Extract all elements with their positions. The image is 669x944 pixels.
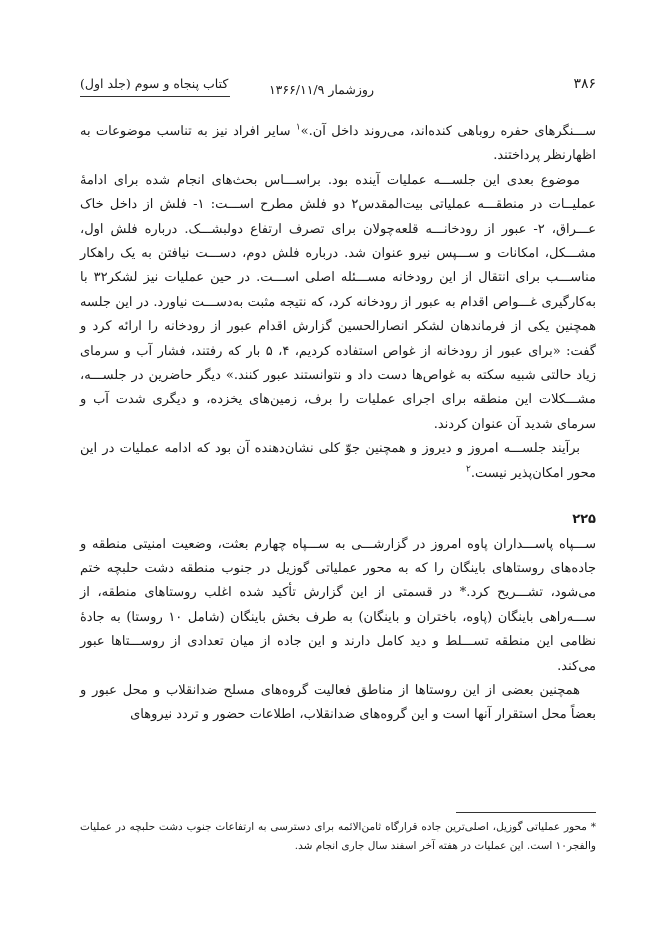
paragraph-2: موضوع بعدی این جلســـه عملیات آینده بود. براســـاس بحث‌های انجام شده برای ادامهٔ عملیــات در منطقـــه عملیاتی بیت‌المقدس۲ دو فلش مطرح اســـت: ۱- فلش از داخل خاک عـــراق، ۲- عبور از رودخانـــه قلعه‌چولان برای تصرف ارتفاع دولبشـــک. درباره فلش اول، مشـــکل، امکانات و ســـپس نیرو عنوان شد. درباره فلش دوم، دســـت نیافتن به یک راهکار مناســـب برای انتقال از این رودخانه مســـئله اصلی اســـت. در حین عملیات نیز لشکر۳۲ با به‌کارگیری غـــواص اقدام به عبور از رودخانه کرد، که نتیجه مثبت به‌دســـت نیاورد. در این جلسه همچنین یکی از فرماندهان لشکر انصارالحسین گزارش اقدام عبور از رودخانه را ارائه کرد و گفت: «برای عبور از رودخانه از غواص استفاده کردیم، ۴، ۵ بار که رفتند، فشار آب و سرمای زیاد حالتی شبیه سکته به غواص‌ها دست داد و نتوانستند عبور کنند.» دیگر حاضرین در جلســـه، مشـــکلات این منطقه برای اجرای عملیات را برف، زمین‌های یخزده، و دیگری شدت آب و سرمای شدید آن عنوان کردند.	[80, 172, 596, 432]
header-date: روزشمار ۱۳۶۶/۱۱/۹	[268, 82, 374, 97]
paragraph-1	[80, 120, 596, 169]
section-gap	[80, 486, 596, 508]
footnote-rule	[456, 812, 596, 813]
header-rule-left	[80, 96, 230, 97]
header-book-title: کتاب پنجاه و سوم (جلد اول)	[80, 76, 229, 91]
footnote-text: * محور عملیاتی گوزیل، اصلی‌ترین جاده قرارگاه ثامن‌الائمه برای دسترسی به ارتفاعات جنوب دشت حلبچه در عملیات والفجر۱۰ است. این عملیات در هفته آخر اسفند سال جاری انجام شد.	[80, 821, 596, 852]
paragraph-5: همچنین بعضی از این روستاها از مناطق فعالیت گروه‌های مسلح ضدانقلاب و محل عبور و بعضاً محل استقرار آنها است و این گروه‌های ضدانقلاب، اطلاعات حضور و تردد نیروهای	[80, 682, 596, 723]
footnote-ref-2: ۲	[466, 464, 471, 475]
running-header	[80, 74, 596, 100]
footnote	[80, 818, 596, 856]
paragraph-3-main: برآیند جلســـه امروز و دیروز و همچنین جوّ کلی نشان‌دهنده آن بود که ادامه عملیات در این محور امکان‌پذیر نیست.	[80, 441, 596, 481]
body-text	[80, 120, 596, 728]
paragraph-1-main: ســـنگرهای حفره روباهی کنده‌اند، می‌روند داخل آن.»	[300, 124, 596, 139]
footnote-ref-1: ۱	[295, 122, 301, 133]
paragraph-3	[80, 437, 596, 486]
paragraph-1-rest: سایر افراد نیز به تناسب موضوعات به اظهارنظر پرداختند.	[80, 124, 596, 164]
paragraph-4: ســـپاه پاســـداران پاوه امروز در گزارشـــی به ســـپاه چهارم بعثت، وضعیت امنیتی منطقه و جاده‌های روستاهای باینگان را که به محور عملیاتی گوزیل در جنوب منطقه دشت حلبچه ختم می‌شود، تشـــریح کرد.* در قسمتی از این گزارش تأکید شده اغلب روستاهای منطقه، از ســـه‌راهی باینگان (پاوه، باختران و باینگان) به طرف بخش باینگان (شامل ۱۰ روستا) به جادهٔ نظامی این منطقه تســـلط و دید کامل دارند و این جاده از میان تعدادی از روســـتاها عبور می‌کند.	[80, 536, 596, 674]
page-number: ۳۸۶	[573, 76, 596, 92]
entry-number: ۲۲۵	[572, 512, 596, 528]
